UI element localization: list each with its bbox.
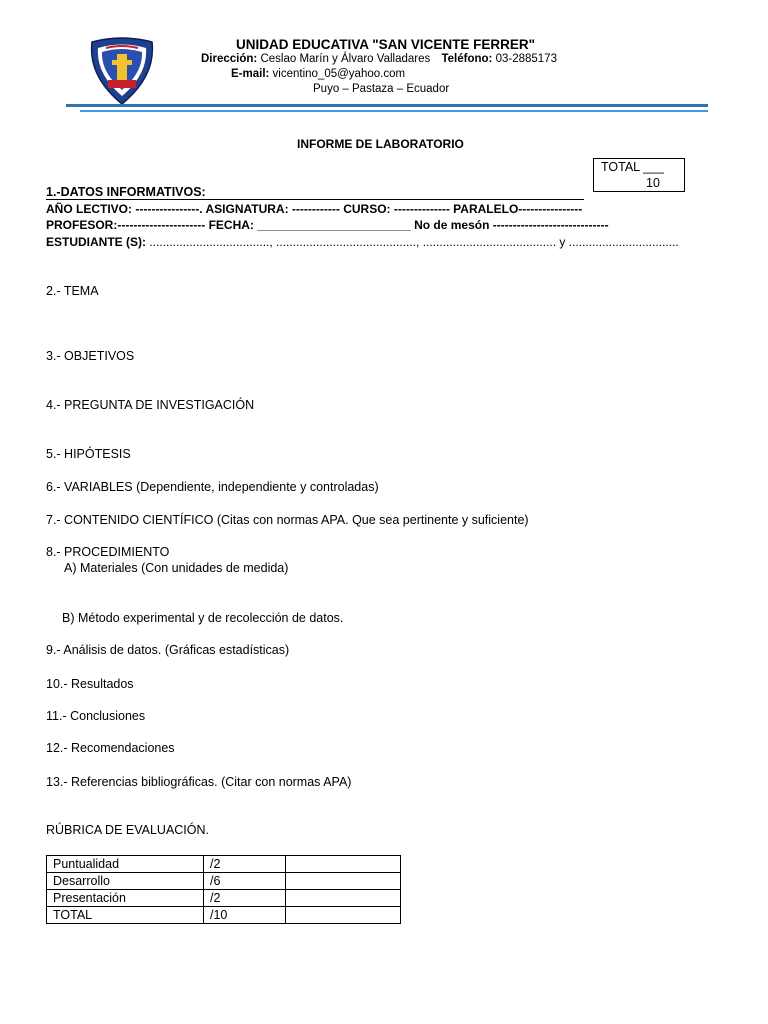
email-value: vicentino_05@yahoo.com [272,68,406,80]
table-row [47,890,401,907]
section-referencias: 13.- Referencias bibliográficas. (Citar con normas APA) [46,775,352,789]
rubric-table [46,855,401,924]
rubric-blank-cell [286,873,401,890]
section-hipotesis: 5.- HIPÓTESIS [46,447,131,461]
total-score-box [593,158,685,192]
info-heading: 1.-DATOS INFORMATIVOS: [46,185,584,200]
header-divider-dark [66,104,708,107]
rubric-blank-cell [286,890,401,907]
rubric-criterion: Puntualidad [47,856,204,873]
rubric-criterion: Desarrollo [47,873,204,890]
section-analisis: 9.- Análisis de datos. (Gráficas estadísticas) [46,643,290,657]
section-tema: 2.- TEMA [46,284,99,298]
school-name: UNIDAD EDUCATIVA "SAN VICENTE FERRER" [236,37,536,52]
rubric-criterion: Presentación [47,890,204,907]
rubric-score: /2 [204,890,286,907]
address-value: Ceslao Marín y Álvaro Valladares [260,53,431,65]
section-contenido: 7.- CONTENIDO CIENTÍFICO (Citas con normas APA. Que sea pertinente y suficiente) [46,513,529,527]
section-recomendaciones: 12.- Recomendaciones [46,741,175,755]
rubric-blank-cell [286,907,401,924]
section-variables: 6.- VARIABLES (Dependiente, independiente y controladas) [46,480,379,494]
rubric-score: /6 [204,873,286,890]
email-line [231,68,405,80]
rubric-title: RÚBRICA DE EVALUACIÓN. [46,823,210,837]
total-box-label: TOTAL ___ [601,160,664,174]
address-line [201,53,557,65]
students-label: ESTUDIANTE (S): [46,235,146,249]
header-divider-light [80,110,708,112]
table-row [47,907,401,924]
section-procedimiento: 8.- PROCEDIMIENTO [46,545,170,559]
location-line: Puyo – Pastaza – Ecuador [313,83,450,95]
students-blanks: ...................................., .........................................., ........................................ y ................................. [146,235,679,249]
section-conclusiones: 11.- Conclusiones [46,709,146,723]
section-resultados: 10.- Resultados [46,677,134,691]
info-row-students [46,235,679,249]
info-row-teacher-date: PROFESOR:---------------------- FECHA: _______________________ No de mesón ----------------------------- [46,218,609,232]
phone-value: 03-2885173 [495,53,557,65]
table-row [47,873,401,890]
table-row [47,856,401,873]
address-label: Dirección: [201,53,258,65]
info-row-year-subject: AÑO LECTIVO: ----------------. ASIGNATURA: ------------ CURSO: -------------- PARALELO---------------- [46,202,583,216]
section-metodo: B) Método experimental y de recolección de datos. [62,611,344,625]
section-materiales: A) Materiales (Con unidades de medida) [64,561,289,575]
total-box-max: 10 [646,176,660,190]
rubric-criterion: TOTAL [47,907,204,924]
section-objetivos: 3.- OBJETIVOS [46,349,135,363]
section-pregunta: 4.- PREGUNTA DE INVESTIGACIÓN [46,398,255,412]
email-label: E-mail: [231,68,270,80]
report-title: INFORME DE LABORATORIO [297,137,464,151]
rubric-score: /10 [204,907,286,924]
school-logo [86,36,158,106]
rubric-score: /2 [204,856,286,873]
phone-label: Teléfono: [441,53,493,65]
rubric-blank-cell [286,856,401,873]
